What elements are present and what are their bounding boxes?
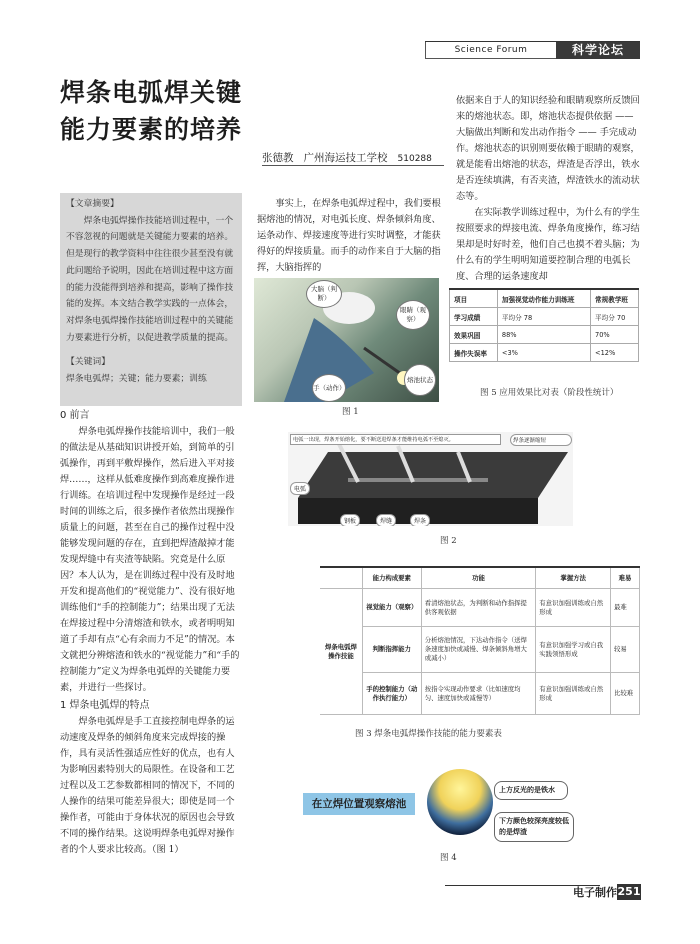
- table-cell: 最难: [611, 589, 640, 627]
- table-cell: 88%: [497, 326, 590, 344]
- table-cell: 手的控制能力（动作执行能力）: [362, 673, 421, 715]
- figure-4-caption: 图 4: [440, 853, 457, 863]
- article-title: [60, 74, 300, 148]
- title-line-1: 焊条电弧焊关键: [60, 78, 243, 107]
- figure-2-diagram: [288, 432, 573, 526]
- section-1-paragraph: 焊条电弧焊是手工直接控制电焊条的运动速度及焊条的倾斜角度来完成焊接的操作，具有灵活性强适应性好的优点，也有人为影响因素特别大的局限性。在设备和工艺过程以及工艺参数都相同的情况下，不同的人操作的结果可能差异很大；即使是同一个操作者，可能由于身体状况的原因也会导致不同的操作结果。这说明焊条电弧焊对操作者的个人要求比较高。（图 1）: [60, 716, 235, 855]
- table-cell: <12%: [591, 344, 639, 362]
- table-header-cell: 项目: [450, 289, 498, 308]
- table-row-label: 焊条电弧焊操作技能: [320, 589, 362, 715]
- table-cell: 比较难: [611, 673, 640, 715]
- author-name: 张德教: [262, 152, 294, 164]
- table-header-cell: 难易: [611, 567, 640, 589]
- abstract-text: 焊条电弧焊操作技能培训过程中，一个不容忽视的问题就是关键能力要素的培养。但是现行的教学资料中往往很少甚至没有就此问题给予说明，因此在培训过程中这方面的能力没能得到培养和提高，影响了操作技能的发挥。本文结合教学实践的一点体会，对焊条电弧焊操作技能培训过程中的关键能力要素进行分析，以促进教学质量的提高。: [66, 215, 234, 343]
- table-header-cell: [320, 567, 362, 589]
- figure-1-caption: 图 1: [342, 407, 359, 417]
- table-cell: 较易: [611, 627, 640, 673]
- keywords-label: 【关键词】: [66, 357, 110, 368]
- table-row: [450, 344, 639, 362]
- figure-5-caption: 图 5 应用效果比对表（阶段性统计）: [480, 388, 619, 398]
- title-line-2: 能力要素的培养: [60, 115, 243, 144]
- column-3-paragraph-2: 在实际教学训练过程中，为什么有的学生按照要求的焊接电流、焊条角度操作，练习结果却是时好时差，他们自己也摸不着头脑；为什么有的学生明明知道要控制合理的电弧长度、合理的运条速度却: [456, 207, 640, 282]
- section-label-en: Science Forum: [425, 42, 557, 59]
- bubble-brain: 大脑（判断）: [306, 280, 342, 308]
- table-cell: 判断指挥能力: [362, 627, 421, 673]
- table-header-cell: 能力构成要素: [362, 567, 421, 589]
- label-steel: 钢板: [340, 514, 360, 526]
- table-cell: 分析熔池情况，下达动作指令（送焊条速度加快或减慢、焊条倾斜角增大或减小）: [421, 627, 536, 673]
- table-row: [320, 627, 640, 673]
- author-line: [262, 150, 447, 165]
- table-cell: 看清熔池状态，为判断和动作指挥提供客观依据: [421, 589, 536, 627]
- table-cell: 70%: [591, 326, 639, 344]
- table-header-cell: 常规教学班: [591, 289, 639, 308]
- bubble-pool: 熔池状态: [404, 364, 436, 396]
- table-cell: 平均分 70: [591, 308, 639, 326]
- abstract: [66, 196, 238, 388]
- fig2-note-2: 焊条逐渐缩短: [510, 434, 572, 446]
- section-0-heading: 0 前言: [60, 410, 90, 421]
- column-2-paragraph: [257, 196, 442, 276]
- figure-2-caption: 图 2: [440, 536, 457, 546]
- table-header-row: [450, 289, 639, 308]
- table-header-cell: 功能: [421, 567, 536, 589]
- table-header-row: [320, 567, 640, 589]
- page-number: 251: [617, 885, 641, 898]
- bubble-eye: 眼睛（观察）: [396, 300, 430, 330]
- table-cell: <3%: [497, 344, 590, 362]
- column-3-text: [456, 93, 641, 285]
- weld-pool-shape: [427, 769, 493, 835]
- table-header-cell: 加强视觉动作能力训练班: [497, 289, 590, 308]
- author-rule: [262, 165, 444, 166]
- label-rod: 焊条: [410, 514, 430, 526]
- author-affiliation: 广州海运技工学校: [303, 152, 388, 164]
- weld-diagram: [288, 432, 573, 526]
- table-cell: 平均分 78: [497, 308, 590, 326]
- fig4-bottom-label: 下方颜色较深亮度较低的是焊渣: [494, 812, 574, 842]
- figure-3-table: [320, 566, 640, 715]
- table-header-cell: 掌握方法: [536, 567, 611, 589]
- plate-top-shape: [298, 452, 568, 498]
- table-cell: 视觉能力（观察）: [362, 589, 421, 627]
- fig4-top-label: 上方反光的是铁水: [494, 781, 568, 800]
- fig4-banner: 在立焊位置观察熔池: [303, 793, 415, 815]
- label-weld: 焊缝: [376, 514, 396, 526]
- author-postcode: 510288: [397, 154, 432, 164]
- table-cell: 有意识加强学习或自我实践领悟形成: [536, 627, 611, 673]
- table-row: [320, 589, 640, 627]
- section-1-heading: 1 焊条电弧焊的特点: [60, 700, 150, 711]
- column-3-paragraph-1: 依据来自于人的知识经验和眼睛观察所反馈回来的熔池状态。即，熔池状态提供依据 —— 大脑做出判断和发出动作指令 —— 手完成动作。熔池状态的识别则要依赖于眼睛的观察，就是能看出熔池的状态，焊渣是否浮出，铁水是否连续填满，有否夹渣，焊渣铁水的流动状态等。: [456, 95, 640, 202]
- section-0: [60, 408, 242, 696]
- section-0-paragraph: 焊条电弧焊操作技能培训中，我们一般的做法是从基础知识讲授开始，到简单的引弧操作，再到平敷焊操作，然后进入平对接焊……，这样从低难度操作到高难度操作进行训练。在培训过程中发现操作是经过一段时间的训练之后，很多操作者依然出现操作质量上的问题，甚至在自己的操作过程中没能够发现问题的存在，直到把焊渣敲掉才能发现焊缝中有夹渣等缺陷。究竟是什么原因？本人认为，是在训练过程中没有及时地开发和提高他们的“视觉能力”、没有很好地训练他们“手的控制能力”；结果出现了无法在焊接过程中分清熔渣和铁水，或者明明知道了手却有点“心有余而力不足”的情况。本文就把分辨熔渣和铁水的“视觉能力”和“手的控制能力”定义为焊条电弧焊的关键能力要素，并进行一些探讨。: [60, 426, 240, 693]
- bubble-hand: 手（动作）: [312, 374, 346, 402]
- table-cell: 有意识加强训练或自然形成: [536, 673, 611, 715]
- section-label-cn: 科学论坛: [556, 42, 640, 59]
- figure-3-caption: 图 3 焊条电弧焊操作技能的能力要素表: [355, 729, 502, 739]
- table-cell: 学习成绩: [450, 308, 498, 326]
- weld-pool-figure: [425, 760, 495, 840]
- table-cell: 有意识加强训练或自然形成: [536, 589, 611, 627]
- journal-name: 电子制作: [573, 886, 617, 899]
- label-arc: 电弧: [290, 482, 310, 495]
- fig2-note-1: 电弧一出现，焊条开始熔化，要不断送进焊条才能维持电弧不至熄灭。: [290, 434, 501, 445]
- table-cell: 操作失误率: [450, 344, 498, 362]
- table-row: [450, 308, 639, 326]
- keywords: 焊条电弧焊；关键；能力要素；训练: [66, 374, 207, 385]
- figure-5-table: [449, 288, 639, 362]
- section-1: [60, 698, 242, 858]
- table-cell: 按指令实现动作要求（比如速度均匀、速度加快或减慢等）: [421, 673, 536, 715]
- table-cell: 效果巩固: [450, 326, 498, 344]
- table-row: [450, 326, 639, 344]
- abstract-label: 【文章摘要】: [66, 199, 119, 209]
- column-2-text: 事实上，在焊条电弧焊过程中，我们要根据熔池的情况，对电弧长度、焊条倾斜角度、运条动作、焊接速度等进行实时调整，才能获得好的焊接质量。而手的动作来自于大脑的指挥，大脑指挥的: [257, 198, 441, 273]
- table-row: [320, 673, 640, 715]
- figure-1-photo: [254, 278, 439, 402]
